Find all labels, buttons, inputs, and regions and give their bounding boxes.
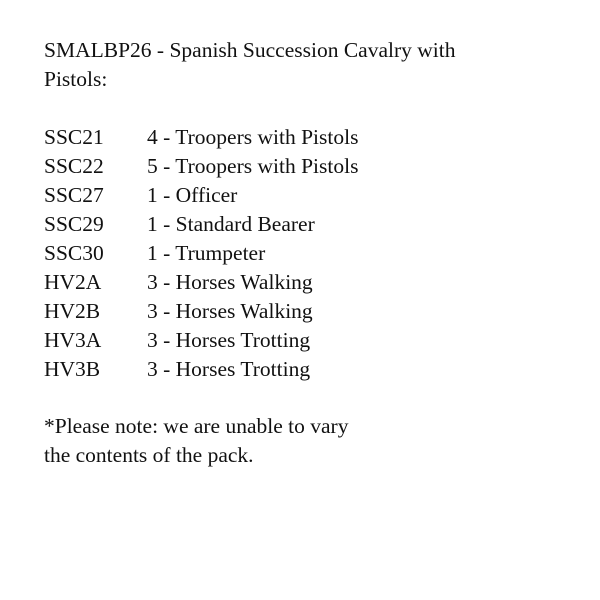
item-description: 4 - Troopers with Pistols — [147, 125, 359, 149]
item-description: 1 - Trumpeter — [147, 241, 266, 265]
list-item — [44, 152, 564, 181]
contents-list — [44, 123, 564, 384]
item-code: HV3A — [44, 328, 102, 352]
page-title — [44, 36, 564, 94]
item-description: 1 - Standard Bearer — [147, 212, 315, 236]
list-item — [44, 239, 564, 268]
item-code: SSC22 — [44, 154, 104, 178]
item-description: 5 - Troopers with Pistols — [147, 154, 359, 178]
list-item — [44, 268, 564, 297]
item-description: 3 - Horses Trotting — [147, 328, 311, 352]
item-description: 1 - Officer — [147, 183, 238, 207]
list-item — [44, 210, 564, 239]
item-code: HV2B — [44, 299, 101, 323]
item-code: SSC27 — [44, 183, 104, 207]
note-line-1: *Please note: we are unable to vary — [44, 414, 349, 438]
item-description: 3 - Horses Walking — [147, 299, 313, 323]
list-item — [44, 326, 564, 355]
pack-contents-document — [44, 36, 564, 470]
title-line-1: SMALBP26 - Spanish Succession Cavalry with — [44, 38, 456, 62]
item-code: SSC30 — [44, 241, 104, 265]
list-item — [44, 123, 564, 152]
list-item — [44, 181, 564, 210]
item-code: HV2A — [44, 270, 102, 294]
item-description: 3 - Horses Trotting — [147, 357, 311, 381]
list-item — [44, 297, 564, 326]
item-description: 3 - Horses Walking — [147, 270, 313, 294]
item-code: HV3B — [44, 357, 101, 381]
note-line-2: the contents of the pack. — [44, 443, 254, 467]
pack-note — [44, 412, 564, 470]
title-line-2: Pistols: — [44, 67, 108, 91]
list-item — [44, 355, 564, 384]
item-code: SSC21 — [44, 125, 104, 149]
item-code: SSC29 — [44, 212, 104, 236]
